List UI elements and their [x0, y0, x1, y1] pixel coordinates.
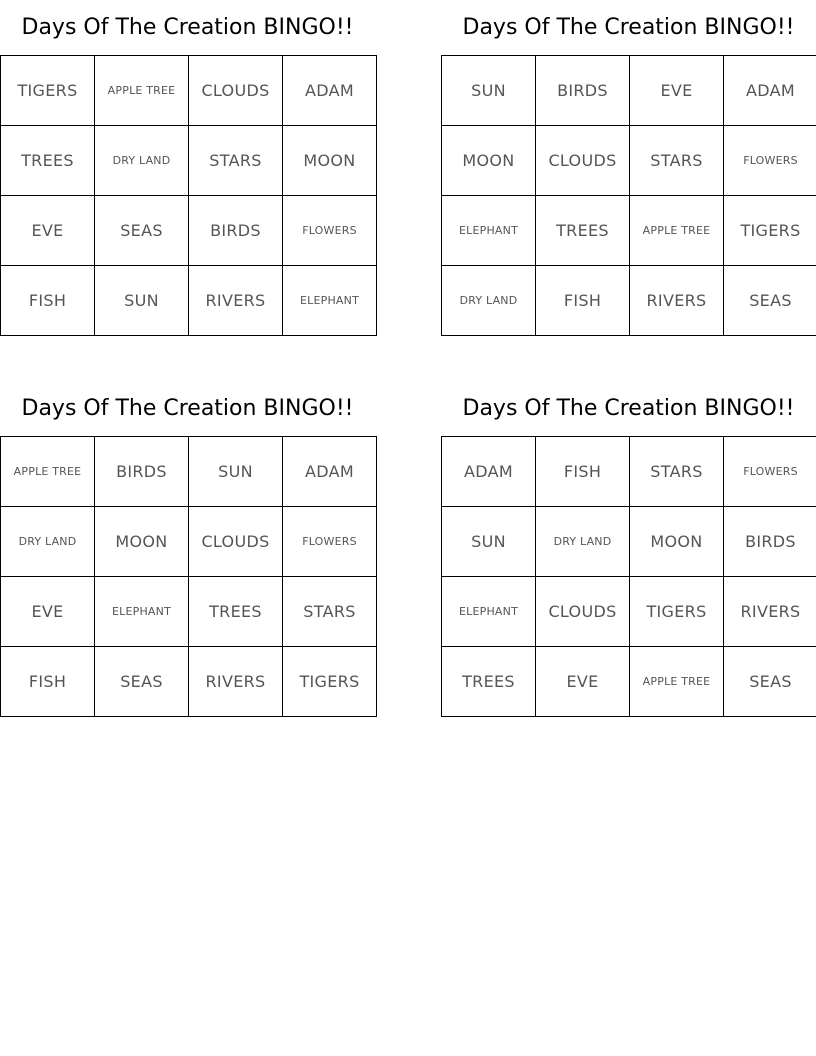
bingo-cell: FISH — [536, 437, 630, 507]
bingo-cell: SUN — [189, 437, 283, 507]
bingo-cell: ELEPHANT — [442, 196, 536, 266]
bingo-cell: SUN — [442, 507, 536, 577]
bingo-cell: FLOWERS — [283, 507, 377, 577]
bingo-cell: DRY LAND — [442, 266, 536, 336]
bingo-cell: FISH — [536, 266, 630, 336]
bingo-cell: STARS — [283, 577, 377, 647]
grid-row — [1, 507, 377, 577]
grid-row — [1, 56, 377, 126]
bingo-cell: MOON — [442, 126, 536, 196]
grid-row — [442, 196, 816, 266]
bingo-cell: TIGERS — [283, 647, 377, 717]
grid-row — [442, 577, 816, 647]
grid-row — [1, 647, 377, 717]
bingo-cell: ELEPHANT — [95, 577, 189, 647]
grid-row — [442, 507, 816, 577]
bingo-cell: APPLE TREE — [630, 196, 724, 266]
card-title: Days Of The Creation BINGO!! — [462, 396, 795, 421]
bingo-cell: APPLE TREE — [630, 647, 724, 717]
bingo-cell: FLOWERS — [283, 196, 377, 266]
grid-row — [1, 196, 377, 266]
bingo-cell: RIVERS — [724, 577, 816, 647]
bingo-cell: RIVERS — [189, 647, 283, 717]
bingo-cell: BIRDS — [724, 507, 816, 577]
bingo-cell: TIGERS — [724, 196, 816, 266]
bingo-grid — [0, 436, 377, 717]
grid-row — [442, 647, 816, 717]
bingo-grid — [441, 436, 816, 717]
bingo-cell: SUN — [442, 56, 536, 126]
bingo-cell: RIVERS — [189, 266, 283, 336]
bingo-cell: MOON — [95, 507, 189, 577]
bingo-cell: MOON — [283, 126, 377, 196]
grid-row — [1, 126, 377, 196]
grid-row — [1, 577, 377, 647]
bingo-cell: FISH — [1, 647, 95, 717]
bingo-grid — [0, 55, 377, 336]
bingo-cell: ADAM — [283, 56, 377, 126]
bingo-cell: BIRDS — [189, 196, 283, 266]
bingo-cell: DRY LAND — [536, 507, 630, 577]
bingo-cell: TREES — [1, 126, 95, 196]
bingo-cell: EVE — [536, 647, 630, 717]
bingo-cell: TIGERS — [630, 577, 724, 647]
bingo-cell: TIGERS — [1, 56, 95, 126]
bingo-cell: DRY LAND — [95, 126, 189, 196]
bingo-cell: SEAS — [724, 266, 816, 336]
bingo-cell: EVE — [630, 56, 724, 126]
bingo-cell: BIRDS — [95, 437, 189, 507]
bingo-cell: FISH — [1, 266, 95, 336]
bingo-cell: ELEPHANT — [442, 577, 536, 647]
bingo-cell: CLOUDS — [536, 126, 630, 196]
bingo-card-3 — [0, 381, 375, 717]
bingo-cell: FLOWERS — [724, 437, 816, 507]
bingo-cell: EVE — [1, 196, 95, 266]
grid-row — [1, 266, 377, 336]
bingo-cell: ADAM — [442, 437, 536, 507]
bingo-cell: SEAS — [724, 647, 816, 717]
bingo-cell: SEAS — [95, 647, 189, 717]
bingo-cell: STARS — [630, 126, 724, 196]
bingo-cell: STARS — [630, 437, 724, 507]
bingo-cell: STARS — [189, 126, 283, 196]
bingo-cell: RIVERS — [630, 266, 724, 336]
bingo-cell: BIRDS — [536, 56, 630, 126]
bingo-cell: TREES — [189, 577, 283, 647]
bingo-cell: MOON — [630, 507, 724, 577]
bingo-cell: DRY LAND — [1, 507, 95, 577]
bingo-cell: FLOWERS — [724, 126, 816, 196]
bingo-card-2 — [441, 0, 816, 336]
bingo-cell: CLOUDS — [189, 507, 283, 577]
card-title: Days Of The Creation BINGO!! — [462, 15, 795, 40]
bingo-cell: TREES — [536, 196, 630, 266]
grid-row — [442, 126, 816, 196]
card-title: Days Of The Creation BINGO!! — [21, 396, 354, 421]
bingo-card-4 — [441, 381, 816, 717]
bingo-cell: SEAS — [95, 196, 189, 266]
bingo-cell: APPLE TREE — [95, 56, 189, 126]
grid-row — [1, 437, 377, 507]
bingo-cell: APPLE TREE — [1, 437, 95, 507]
bingo-card-1 — [0, 0, 375, 336]
bingo-cell: EVE — [1, 577, 95, 647]
card-title: Days Of The Creation BINGO!! — [21, 15, 354, 40]
bingo-cell: ADAM — [724, 56, 816, 126]
bingo-cell: CLOUDS — [189, 56, 283, 126]
bingo-cell: SUN — [95, 266, 189, 336]
grid-row — [442, 437, 816, 507]
bingo-cell: ADAM — [283, 437, 377, 507]
bingo-cell: CLOUDS — [536, 577, 630, 647]
grid-row — [442, 56, 816, 126]
bingo-cell: ELEPHANT — [283, 266, 377, 336]
bingo-grid — [441, 55, 816, 336]
grid-row — [442, 266, 816, 336]
bingo-cell: TREES — [442, 647, 536, 717]
